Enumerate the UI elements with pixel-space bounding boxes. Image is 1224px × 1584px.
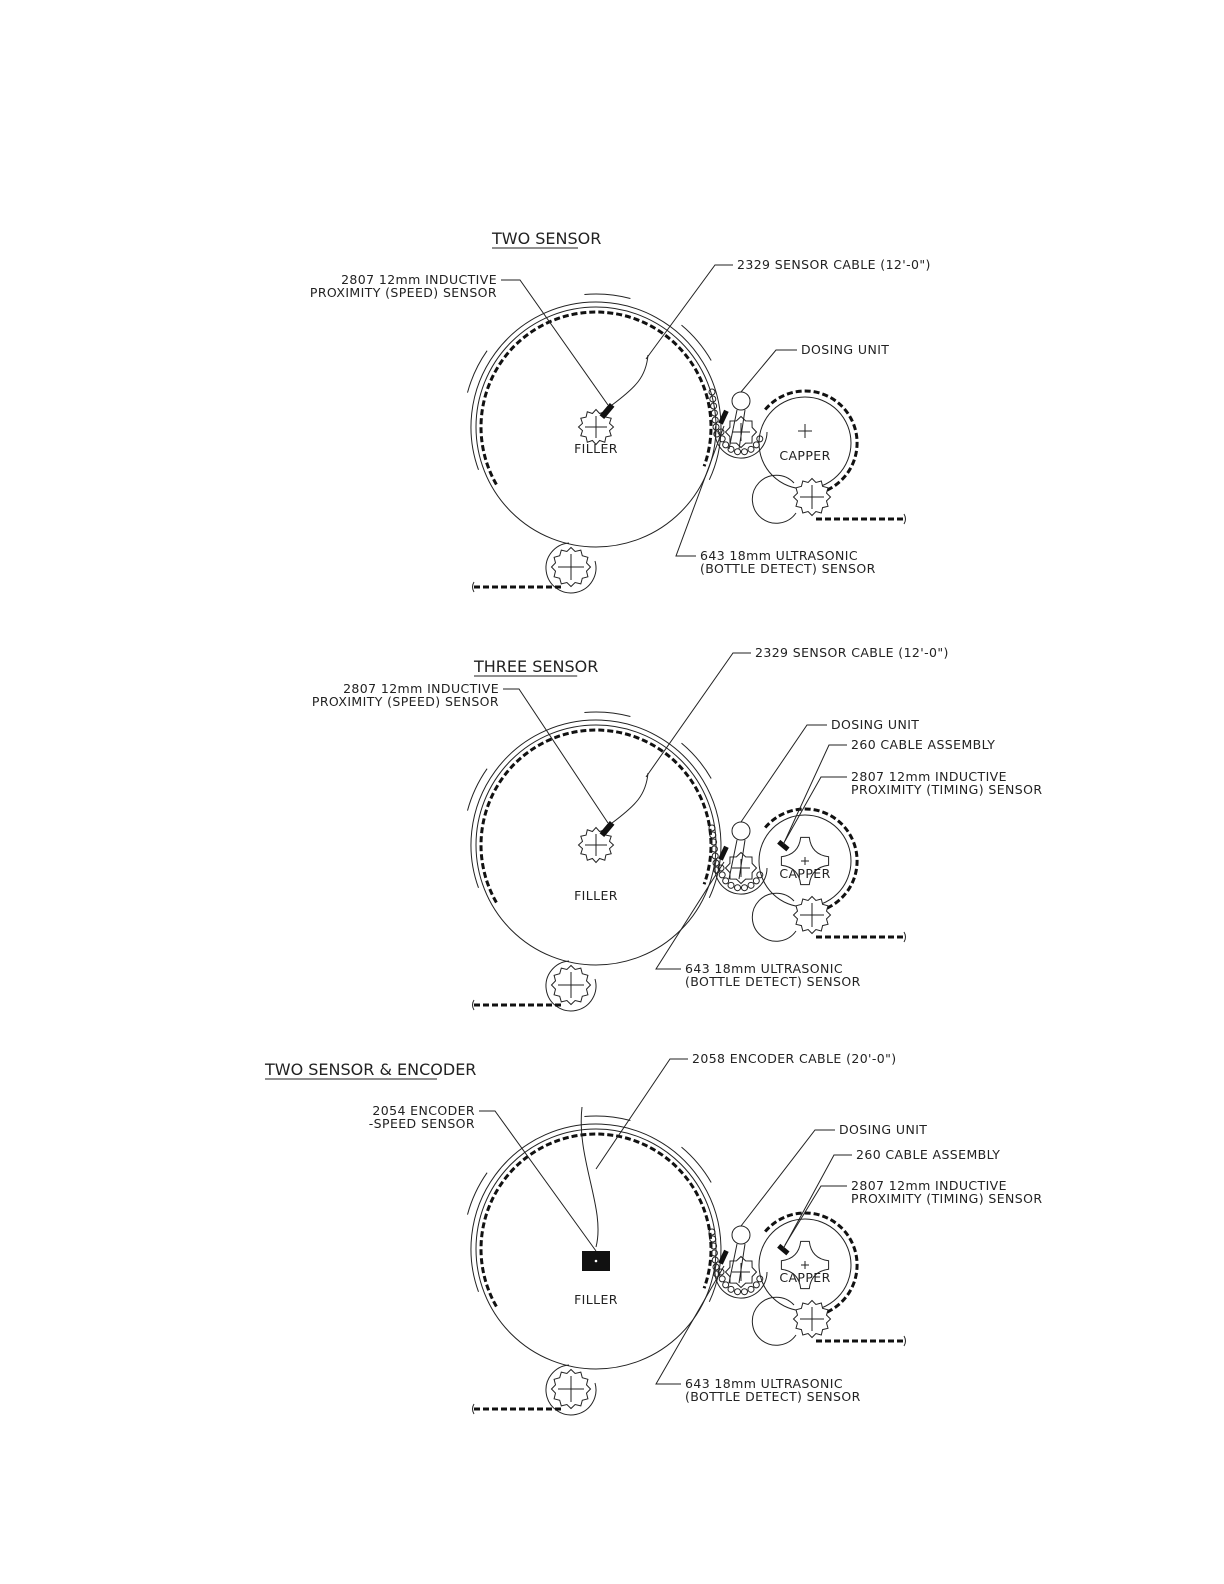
filler-discharge-pocket <box>711 410 717 416</box>
callout-cable: 2058 ENCODER CABLE (20'-0") <box>692 1051 897 1066</box>
transfer-pocket <box>748 1286 754 1292</box>
speed-sensor <box>600 821 615 837</box>
leader-dosing-unit <box>741 350 797 392</box>
filler-outer-rail <box>471 720 721 898</box>
discharge-guide <box>752 1297 796 1345</box>
diagram-title: THREE SENSOR <box>474 657 599 676</box>
speed-sensor <box>600 403 615 419</box>
filler-label: FILLER <box>574 888 618 903</box>
leader-cable <box>646 653 751 777</box>
encoder-cable <box>581 1107 598 1247</box>
transfer-pocket <box>723 1282 729 1288</box>
callout-bottle-sensor: 643 18mm ULTRASONIC (BOTTLE DETECT) SENSOR <box>700 548 876 576</box>
filler-sprocket <box>579 828 614 863</box>
transfer-pocket <box>719 1276 725 1282</box>
filler-discharge-pocket <box>710 832 716 838</box>
dosing-unit <box>732 1226 750 1244</box>
callout-cable: 2329 SENSOR CABLE (12'-0") <box>737 257 931 272</box>
discharge-conveyor-end <box>904 1336 906 1346</box>
filler-discharge-pocket <box>709 389 715 395</box>
bottle-detect-sensor <box>718 1250 728 1265</box>
discharge-guide <box>752 475 796 523</box>
infeed-sprocket <box>552 548 591 587</box>
transfer-pocket <box>723 442 729 448</box>
timing-sensor <box>777 1244 789 1256</box>
transfer-pocket <box>735 449 741 455</box>
transfer-pocket <box>753 878 759 884</box>
discharge-conveyor-end <box>904 932 906 942</box>
sensor-cable <box>612 355 648 405</box>
transfer-pocket <box>735 1289 741 1295</box>
leader-bottle-sensor <box>656 862 724 969</box>
discharge-conveyor-end <box>904 514 906 524</box>
callout-cable-assembly: 260 CABLE ASSEMBLY <box>856 1147 1001 1162</box>
filler-turret <box>476 1129 716 1369</box>
filler-discharge-pocket <box>710 1236 716 1242</box>
diagram-1 <box>310 229 931 593</box>
callout-speed-sensor: 2807 12mm INDUCTIVE PROXIMITY (SPEED) SENSOR <box>309 272 497 300</box>
capper-track <box>765 391 857 493</box>
leader-bottle-sensor <box>676 426 724 556</box>
filler-label: FILLER <box>574 441 618 456</box>
leader-cable <box>596 1059 688 1169</box>
transfer-pocket <box>741 885 747 891</box>
filler-guide-arc-top <box>584 1116 630 1121</box>
leader-dosing-unit <box>741 1130 835 1226</box>
dosing-unit <box>732 822 750 840</box>
filler-guide-arc-top <box>584 294 630 299</box>
bottle-detect-sensor <box>718 846 728 861</box>
transfer-pocket <box>719 872 725 878</box>
infeed-conveyor-end <box>473 1000 475 1010</box>
transfer-pocket <box>723 878 729 884</box>
transfer-pocket <box>741 449 747 455</box>
callout-dosing-unit: DOSING UNIT <box>839 1122 928 1137</box>
callout-speed-sensor: 2807 12mm INDUCTIVE PROXIMITY (SPEED) SENSOR <box>311 681 499 709</box>
diagram-title: TWO SENSOR <box>492 229 602 248</box>
callout-speed-sensor: 2054 ENCODER -SPEED SENSOR <box>368 1103 475 1131</box>
discharge-guide <box>752 893 796 941</box>
filler-discharge-pocket <box>709 1229 715 1235</box>
transfer-pocket <box>748 446 754 452</box>
transfer-pocket <box>753 1282 759 1288</box>
filler-sprocket <box>579 410 614 445</box>
leader-cable-assembly <box>783 745 847 845</box>
infeed-conveyor-end <box>473 582 475 592</box>
infeed-sprocket <box>552 966 591 1005</box>
diagram-3 <box>264 1051 1042 1415</box>
capper-label: CAPPER <box>779 448 831 463</box>
capper-track <box>765 809 857 911</box>
transfer-pocket <box>728 1286 734 1292</box>
filler-outer-rail <box>471 1124 721 1302</box>
callout-bottle-sensor: 643 18mm ULTRASONIC (BOTTLE DETECT) SENSOR <box>685 961 861 989</box>
diagram-title: TWO SENSOR & ENCODER <box>265 1060 477 1079</box>
callout-cable: 2329 SENSOR CABLE (12'-0") <box>755 645 949 660</box>
callout-cable-assembly: 260 CABLE ASSEMBLY <box>851 737 996 752</box>
callout-timing-sensor: 2807 12mm INDUCTIVE PROXIMITY (TIMING) SENSOR <box>851 1178 1043 1206</box>
callout-bottle-sensor: 643 18mm ULTRASONIC (BOTTLE DETECT) SENSOR <box>685 1376 861 1404</box>
filler-discharge-pocket <box>709 825 715 831</box>
encoder-shaft <box>595 1260 598 1263</box>
infeed-conveyor-end <box>473 1404 475 1414</box>
transfer-pocket <box>735 885 741 891</box>
filler-guide-arc-top <box>584 712 630 717</box>
leader-dosing-unit <box>741 725 827 822</box>
callout-dosing-unit: DOSING UNIT <box>831 717 920 732</box>
transfer-pocket <box>748 882 754 888</box>
leader-speed-sensor <box>503 689 608 823</box>
sensor-cable <box>612 773 648 823</box>
filler-label: FILLER <box>574 1292 618 1307</box>
leader-bottle-sensor <box>656 1266 724 1384</box>
dosing-unit <box>732 392 750 410</box>
timing-sensor <box>777 840 789 852</box>
leader-cable <box>646 265 733 359</box>
leader-cable-assembly <box>783 1155 852 1249</box>
diagram-2 <box>312 645 1043 1011</box>
callout-dosing-unit: DOSING UNIT <box>801 342 890 357</box>
capper-label: CAPPER <box>779 866 831 881</box>
infeed-sprocket <box>552 1370 591 1409</box>
transfer-pocket <box>728 882 734 888</box>
capper-label: CAPPER <box>779 1270 831 1285</box>
transfer-pocket <box>741 1289 747 1295</box>
capper-track <box>765 1213 857 1315</box>
transfer-pocket <box>753 442 759 448</box>
callout-timing-sensor: 2807 12mm INDUCTIVE PROXIMITY (TIMING) SENSOR <box>851 769 1043 797</box>
